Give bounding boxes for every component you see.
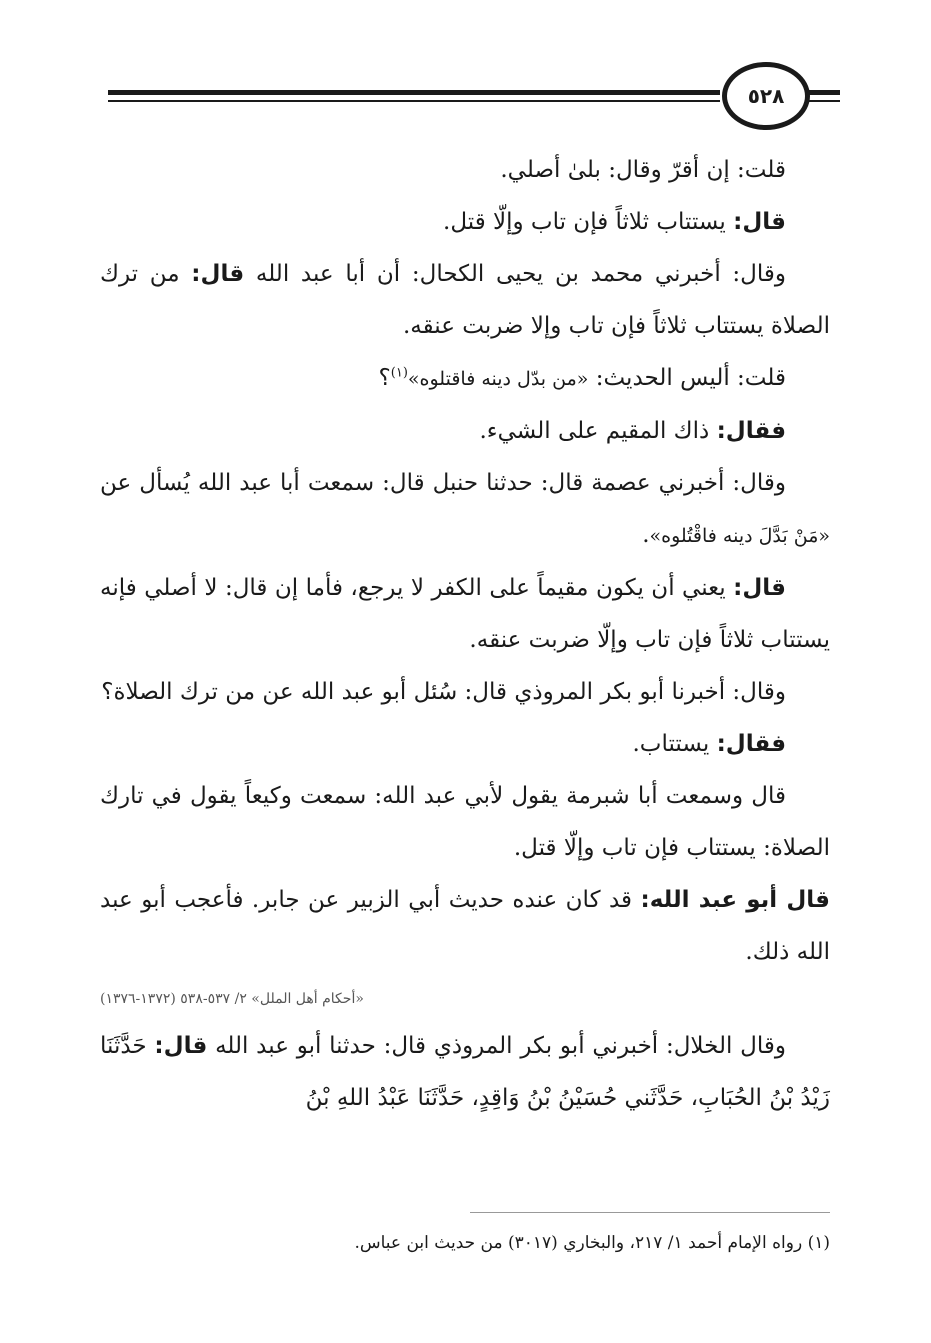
closing-paragraph xyxy=(100,1020,830,1124)
paragraph-text: قلت: أليس الحديث: xyxy=(588,365,786,391)
paragraph-5 xyxy=(100,405,830,457)
paragraph-9 xyxy=(100,718,830,770)
header-rule-right-thick xyxy=(806,90,840,95)
paragraph-text: وقال: أخبرني عصمة قال: حدثنا حنبل قال: سمعت أبا عبد الله يُسأل عن xyxy=(100,470,786,496)
hadith-quote: «من بدّل دينه فاقتلوه» xyxy=(407,368,589,390)
page-number: ٥٢٨ xyxy=(747,84,785,108)
speaker-label: فقال: xyxy=(716,731,786,757)
paragraph-text: وقال: أخبرني محمد بن يحيى الكحال: أن أبا عبد الله xyxy=(244,261,786,287)
page-number-badge xyxy=(722,62,810,130)
paragraph-3 xyxy=(100,248,830,352)
speaker-label: قال: xyxy=(191,261,245,287)
footnote-marker[interactable]: (١) xyxy=(390,365,408,381)
footnote-text: رواه الإمام أحمد ١/ ٢١٧، والبخاري (٣٠١٧) من حديث ابن عباس. xyxy=(354,1233,808,1253)
page-header xyxy=(100,60,840,140)
paragraph-text: . xyxy=(642,522,650,548)
paragraph-text: يعني أن يكون مقيماً على الكفر لا يرجع، فأما إن قال: لا أصلي فإنه يستتاب ثلاثاً فإن تاب وإلّا ضربت عنقه. xyxy=(100,575,830,653)
header-rule-thin xyxy=(108,100,720,102)
paragraph-text: ذاك المقيم على الشيء. xyxy=(479,418,717,444)
paragraph-4 xyxy=(100,352,830,405)
paragraph-text: يستتاب ثلاثاً فإن تاب وإلّا قتل. xyxy=(443,209,734,235)
speaker-label: قال: xyxy=(733,575,786,601)
paragraph-text: من ترك الصلاة يستتاب ثلاثاً فإن تاب وإلا ضربت عنقه. xyxy=(100,261,830,339)
paragraph-text: قلت: إن أقرّ وقال: بلىٰ أصلي. xyxy=(500,157,786,183)
source-reference-text: «أحكام أهل الملل» ٢/ ٥٣٧-٥٣٨ (١٣٧٢-١٣٧٦) xyxy=(100,991,364,1007)
paragraph-text: يستتاب. xyxy=(632,731,717,757)
source-reference xyxy=(100,984,830,1014)
paragraph-text: قد كان عنده حديث أبي الزبير عن جابر. فأعجب أبو عبد الله ذلك. xyxy=(100,887,830,965)
paragraph-text: حَدَّثَنَا زَيْدُ بْنُ الحُبَابِ، حَدَّثَني حُسَيْنُ بْنُ وَاقِدٍ، حَدَّثَنَا عَبْدُ اللهِ بْنُ xyxy=(100,1033,830,1111)
paragraph-6 xyxy=(100,457,830,562)
footnote-divider xyxy=(470,1212,830,1213)
speaker-label: قال أبو عبد الله: xyxy=(640,887,830,913)
footnote xyxy=(100,1228,830,1258)
paragraph-text: وقال: أخبرنا أبو بكر المروذي قال: سُئل أبو عبد الله عن من ترك الصلاة؟ xyxy=(101,679,786,705)
paragraph-text: ؟ xyxy=(378,365,391,391)
speaker-label: فقال: xyxy=(716,418,786,444)
paragraph-text: وقال الخلال: أخبرني أبو بكر المروذي قال: حدثنا أبو عبد الله xyxy=(215,1033,786,1059)
header-rule-right-thin xyxy=(806,100,840,102)
paragraph-10 xyxy=(100,770,830,874)
speaker-label: قال: xyxy=(154,1033,208,1059)
paragraph-8 xyxy=(100,666,830,718)
paragraph-1 xyxy=(100,144,830,196)
hadith-quote: «مَنْ بَدَّلَ دينه فاقْتُلوه» xyxy=(649,525,830,547)
main-text xyxy=(100,144,830,1124)
paragraph-11 xyxy=(100,874,830,978)
paragraph-7 xyxy=(100,562,830,666)
header-rule-thick xyxy=(108,90,720,95)
speaker-label: قال: xyxy=(733,209,786,235)
paragraph-text: قال وسمعت أبا شبرمة يقول لأبي عبد الله: سمعت وكيعاً يقول في تارك الصلاة: يستتاب فإن تاب وإلّا قتل. xyxy=(100,783,830,861)
paragraph-2 xyxy=(100,196,830,248)
footnote-number: (١) xyxy=(807,1233,830,1253)
